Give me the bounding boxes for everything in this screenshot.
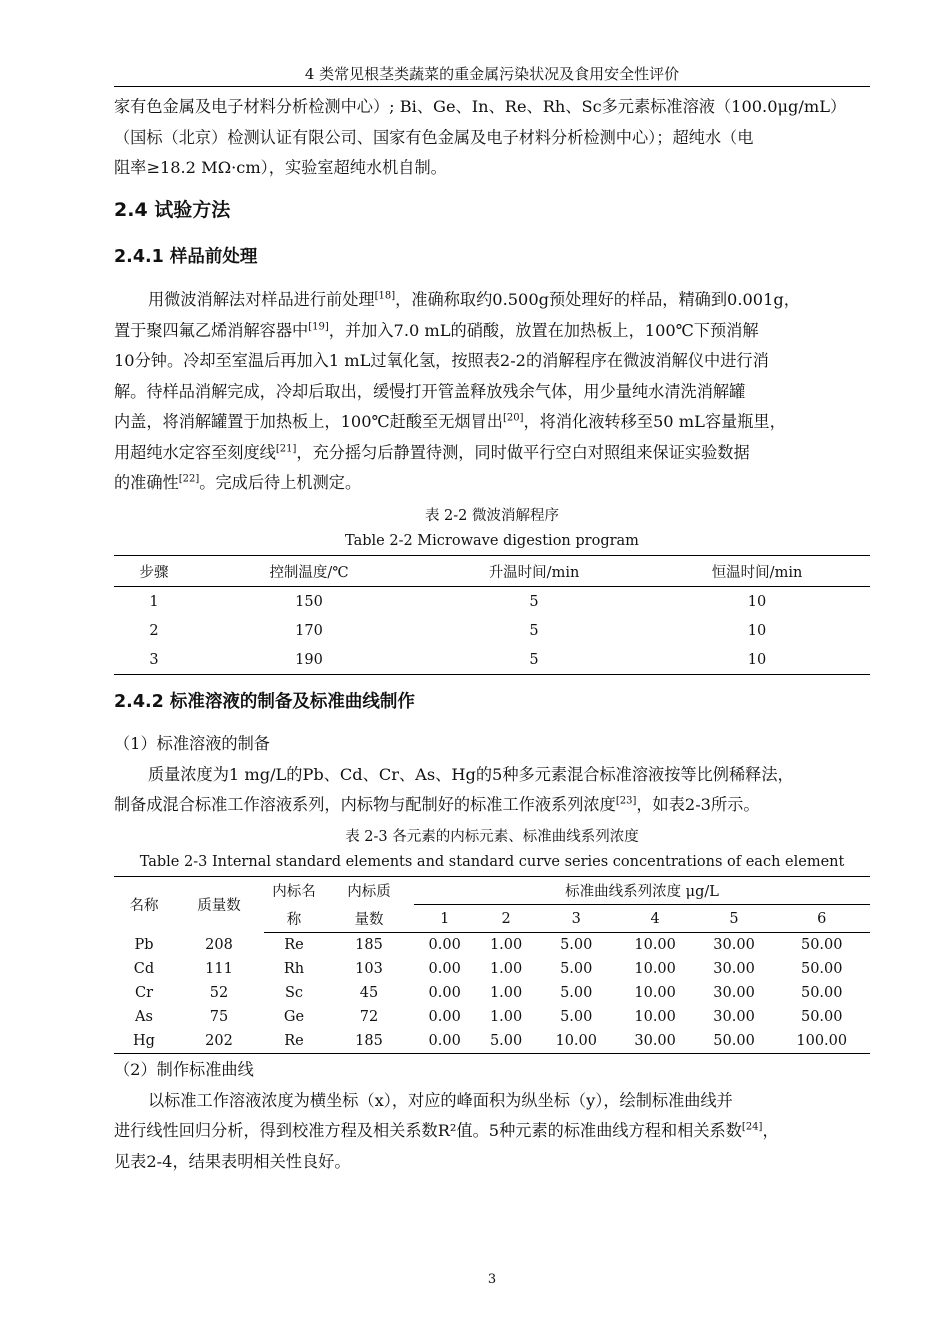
header-rule xyxy=(114,86,870,87)
table-cell: As xyxy=(135,1009,153,1025)
table-cell: 0.00 xyxy=(428,985,461,1001)
table-cell: 0.00 xyxy=(428,1009,461,1025)
table-cell: 5.00 xyxy=(560,1009,593,1025)
citation: [23] xyxy=(615,795,637,807)
table-cell: 10.00 xyxy=(634,961,676,977)
table-cell: 1.00 xyxy=(489,1009,523,1025)
table-cell: 1 xyxy=(149,593,159,610)
text-line: 制备成混合标准工作溶液系列，内标物与配制好的标准工作液系列浓度[23]，如表2-3所示。 xyxy=(114,795,760,814)
table-cell: 5.00 xyxy=(489,1033,523,1049)
table-cell: 5.00 xyxy=(560,937,593,953)
table-cell: Cr xyxy=(134,985,154,1001)
subheading: （2）制作标准曲线 xyxy=(114,1060,254,1079)
table-cell: 5.00 xyxy=(560,961,593,977)
table-header: 6 xyxy=(774,905,871,933)
standard-curve-paragraph xyxy=(114,1055,870,1177)
section-heading-2-4: 2.4 试验方法 xyxy=(114,199,231,221)
table-header: 名称 xyxy=(129,898,159,915)
table-cell: 103 xyxy=(355,961,383,977)
page-number: 3 xyxy=(487,1272,497,1287)
table-cell: 72 xyxy=(359,1009,379,1025)
table-cell: 10.00 xyxy=(634,1009,676,1025)
table-cell: Sc xyxy=(284,985,304,1001)
table-cell: Pb xyxy=(134,936,154,953)
citation: [18] xyxy=(374,290,396,302)
text-line: 质量浓度为1 mg/L的Pb、Cd、Cr、As、Hg的5种多元素混合标准溶液按等比例稀释法， xyxy=(148,764,794,784)
table-cell: 1.00 xyxy=(489,985,523,1001)
table-header: 控制温度/℃ xyxy=(194,556,424,587)
table-cell: Rh xyxy=(283,961,305,977)
table-cell: Ge xyxy=(283,1009,305,1025)
text-line: 的准确性[22]。完成后待上机测定。 xyxy=(114,473,362,492)
text-line: 用超纯水定容至刻度线[21]，充分摇匀后静置待测，同时做平行空白对照组来保证实验数据 xyxy=(114,442,750,462)
table-row xyxy=(114,981,870,1005)
table-cell: 10 xyxy=(747,593,767,610)
table-2-2-caption-en: Table 2-2 Microwave digestion program xyxy=(345,533,639,549)
table-2-3-caption-en: Table 2-3 Internal standard elements and standard curve series concentrations of each element xyxy=(139,854,845,870)
table-row xyxy=(114,616,870,645)
table-header: 升温时间/min xyxy=(424,556,644,587)
table-cell: 208 xyxy=(205,936,233,953)
table-cell: 0.00 xyxy=(428,937,461,953)
table-header: 量数 xyxy=(324,905,414,933)
table-cell: 50.00 xyxy=(800,961,843,977)
table-cell: 185 xyxy=(355,1033,383,1049)
table-header: 内标名 xyxy=(272,884,316,901)
table-row xyxy=(114,933,870,958)
table-cell: 3 xyxy=(149,651,159,668)
table-cell: 1.00 xyxy=(489,937,523,953)
table-cell: 10 xyxy=(747,651,767,668)
table-cell: 10.00 xyxy=(555,1033,597,1049)
text-line: 进行线性回归分析，得到校准方程及相关系数R²值。5种元素的标准曲线方程和相关系数[24]， xyxy=(114,1121,779,1140)
table-header: 1 xyxy=(414,905,475,933)
text-line: 阻率≥18.2 MΩ·cm），实验室超纯水机自制。 xyxy=(114,158,447,177)
text-line: 以标准工作溶液浓度为横坐标（x），对应的峰面积为纵坐标（y），绘制标准曲线并 xyxy=(148,1090,733,1110)
table-cell: 10 xyxy=(747,622,767,639)
table-header: 2 xyxy=(475,905,536,933)
table-cell: 100.00 xyxy=(796,1033,848,1049)
pretreatment-paragraph xyxy=(114,285,870,499)
table-2-2-caption-cn: 表 2-2 微波消解程序 xyxy=(424,508,560,524)
table-cell: 50.00 xyxy=(800,985,843,1001)
table-row xyxy=(114,645,870,675)
table-cell: 10.00 xyxy=(634,985,676,1001)
table-row xyxy=(114,1029,870,1054)
table-cell: 111 xyxy=(205,961,233,977)
table-cell: 170 xyxy=(295,622,323,639)
table-cell: 30.00 xyxy=(713,985,755,1001)
text-line: 见表2-4，结果表明相关性良好。 xyxy=(114,1151,351,1171)
table-header: 4 xyxy=(616,905,695,933)
text-line: 内盖，将消解罐置于加热板上，100℃赶酸至无烟冒出[20]，将消化液转移至50 mL容量瓶里， xyxy=(114,412,786,431)
table-cell: 1.00 xyxy=(489,961,523,977)
table-2-3-caption-cn: 表 2-3 各元素的内标元素、标准曲线系列浓度 xyxy=(345,829,639,845)
table-cell: 30.00 xyxy=(713,961,755,977)
table-cell: 150 xyxy=(295,593,323,610)
text-line: 解。待样品消解完成，冷却后取出，缓慢打开管盖释放残余气体，用少量纯水清洗消解罐 xyxy=(114,381,746,401)
table-cell: Hg xyxy=(133,1033,155,1049)
text-line: （国标（北京）检测认证有限公司、国家有色金属及电子材料分析检测中心）；超纯水（电 xyxy=(114,127,754,147)
table-2-2 xyxy=(114,555,870,675)
text-line: 家有色金属及电子材料分析检测中心）; Bi、Ge、In、Re、Rh、Sc多元素标准溶液（100.0μg/mL） xyxy=(114,97,847,116)
table-row xyxy=(114,587,870,617)
table-cell: 5 xyxy=(529,622,539,639)
table-header: 标准曲线系列浓度 μg/L xyxy=(414,877,870,905)
table-header: 内标质 xyxy=(347,884,391,901)
table-header: 恒温时间/min xyxy=(644,556,870,587)
table-cell: Re xyxy=(284,1033,304,1049)
table-row xyxy=(114,1005,870,1029)
intro-paragraph xyxy=(114,92,870,184)
section-heading-2-4-1: 2.4.1 样品前处理 xyxy=(114,247,258,267)
text-line: 置于聚四氟乙烯消解容器中[19]，并加入7.0 mL的硝酸，放置在加热板上，100℃下预消解 xyxy=(114,320,759,340)
table-header: 5 xyxy=(695,905,774,933)
table-cell: 202 xyxy=(205,1033,233,1049)
text-line: 用微波消解法对样品进行前处理[18]，准确称取约0.500g预处理好的样品，精确到0.001g， xyxy=(148,290,800,309)
table-cell: 2 xyxy=(149,622,159,639)
standard-solution-paragraph xyxy=(114,729,870,821)
table-cell: 30.00 xyxy=(713,937,755,953)
citation: [22] xyxy=(178,473,200,485)
table-cell: 50.00 xyxy=(800,937,843,953)
table-cell: 0.00 xyxy=(428,1033,461,1049)
table-cell: 5 xyxy=(529,593,539,610)
table-cell: 5.00 xyxy=(560,985,593,1001)
table-cell: 45 xyxy=(359,985,379,1001)
table-cell: 5 xyxy=(529,651,539,668)
table-cell: 50.00 xyxy=(713,1033,755,1049)
table-cell: 52 xyxy=(209,985,229,1001)
table-header: 3 xyxy=(537,905,616,933)
citation: [20] xyxy=(502,412,524,424)
table-cell: 10.00 xyxy=(634,937,676,953)
table-cell: Re xyxy=(284,937,304,953)
table-header: 称 xyxy=(264,905,324,933)
table-header: 步骤 xyxy=(114,556,194,587)
table-cell: 190 xyxy=(295,651,323,668)
table-cell: 185 xyxy=(355,937,383,953)
subheading: （1）标准溶液的制备 xyxy=(114,734,270,753)
table-header: 质量数 xyxy=(197,898,241,915)
table-cell: 30.00 xyxy=(713,1009,755,1025)
table-cell: 50.00 xyxy=(800,1009,843,1025)
running-header: 4 类常见根茎类蔬菜的重金属污染状况及食用安全性评价 xyxy=(304,65,680,83)
table-row xyxy=(114,957,870,981)
citation: [19] xyxy=(308,321,329,333)
table-cell: Cd xyxy=(133,961,155,977)
text-line: 10分钟。冷却至室温后再加入1 mL过氧化氢，按照表2-2的消解程序在微波消解仪中进行消 xyxy=(114,351,769,370)
citation: [24] xyxy=(741,1121,763,1133)
table-cell: 75 xyxy=(209,1009,229,1025)
table-cell: 30.00 xyxy=(634,1033,676,1049)
table-cell: 0.00 xyxy=(428,961,461,977)
table-2-3 xyxy=(114,876,870,1054)
section-heading-2-4-2: 2.4.2 标准溶液的制备及标准曲线制作 xyxy=(114,692,415,712)
citation: [21] xyxy=(275,443,297,455)
